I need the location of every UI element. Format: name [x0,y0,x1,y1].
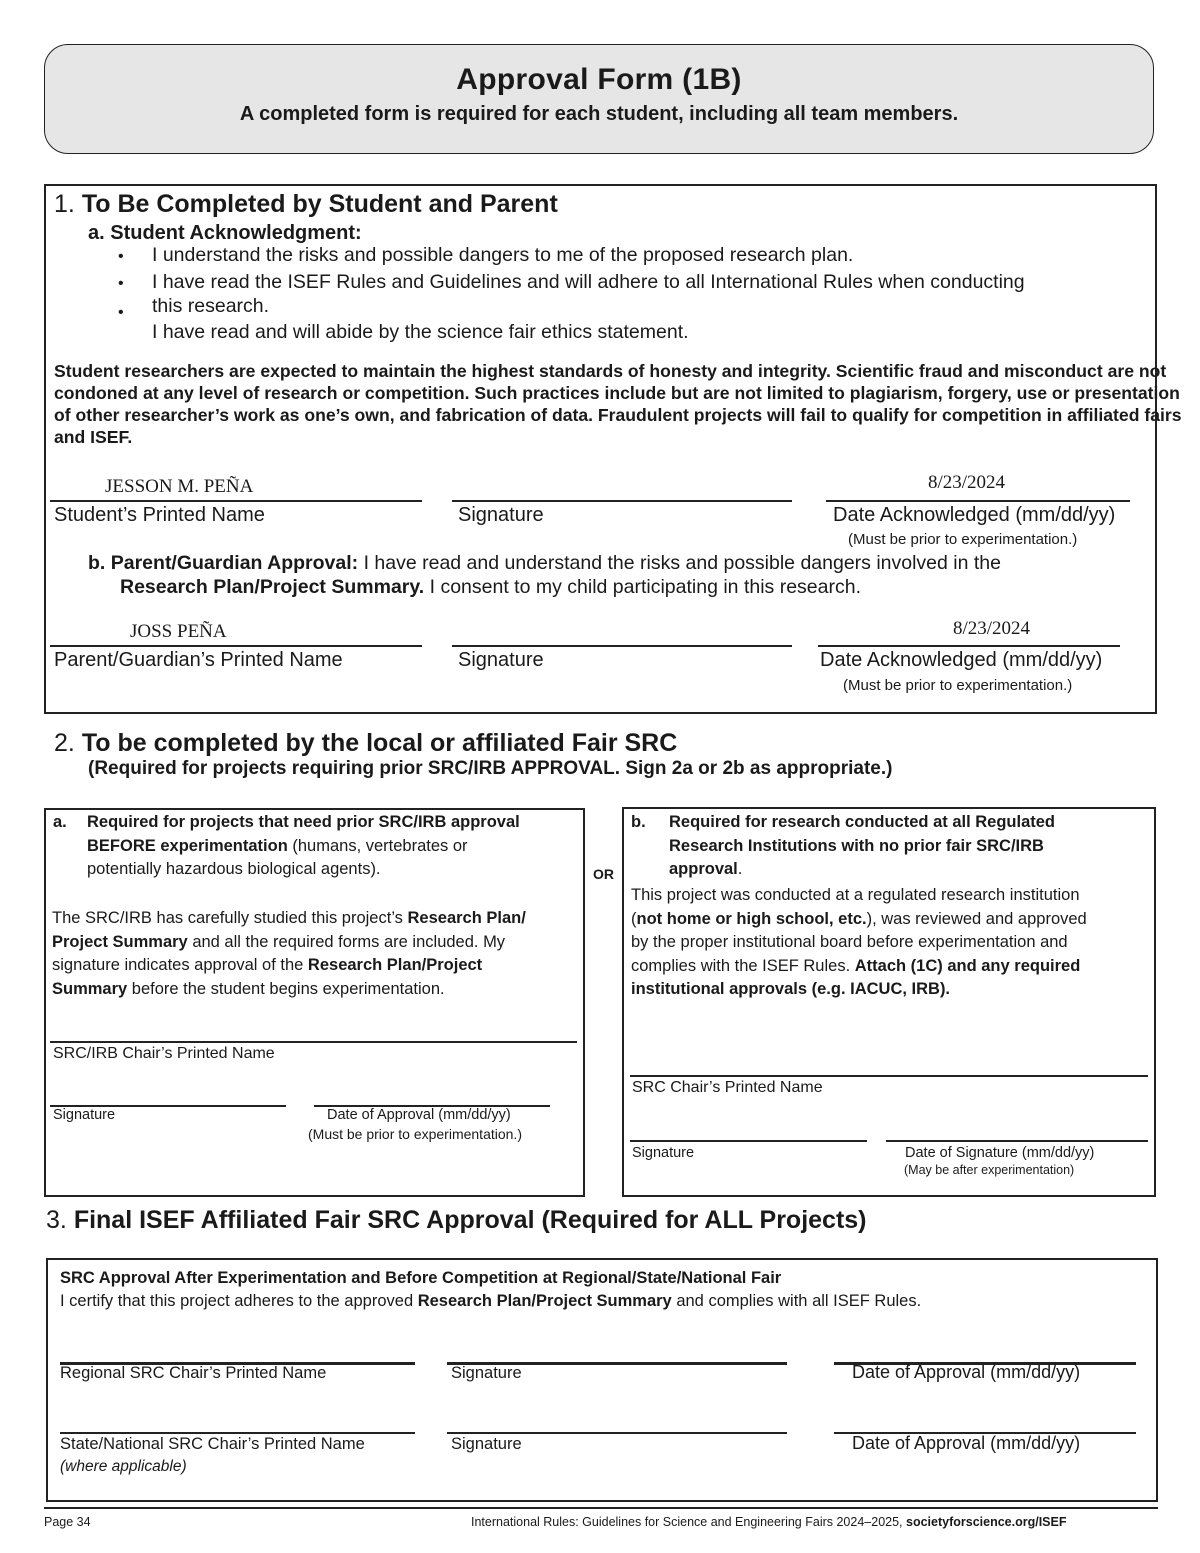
section-3-box-heading: SRC Approval After Experimentation and Before Competition at Regional/State/National Fair [60,1269,782,1287]
footer-source: International Rules: Guidelines for Science and Engineering Fairs 2024–2025, societyforscience.org/ISEF [471,1515,1067,1529]
parent-date-label: Date Acknowledged (mm/dd/yy) [820,649,1103,671]
section-2b-date-line [886,1140,1148,1142]
section-1-title: 1. To Be Completed by Student and Parent [54,190,558,218]
section-2a-date-note: (Must be prior to experimentation.) [308,1126,522,1142]
form-title: Approval Form (1B) [456,63,742,96]
parent-name-label: Parent/Guardian’s Printed Name [54,649,343,671]
state-signature-line [447,1432,787,1434]
section-2-subtitle: (Required for projects requiring prior SRC/IRB APPROVAL. Sign 2a or 2b as appropriate.) [88,758,893,779]
section-2b-signature-label: Signature [632,1145,695,1161]
integrity-statement: Student researchers are expected to maintain the highest standards of honesty and integrity. Scientific fraud and misconduct are not condoned at any level of research or competition. Such practices include but are not limited to plagiarism, forgery, use or presentation of other researcher’s work as one’s own, and fabrication of data. Fraudulent projects will fail to qualify for competition in affiliated fairs and ISEF. [54,361,1182,447]
bullet-text: this research. [152,295,270,317]
or-label: OR [593,866,614,882]
parent-date-line [818,645,1120,647]
parent-signature-label: Signature [458,649,544,671]
parent-name-value[interactable]: JOSS PEÑA [130,621,227,642]
state-name-line [60,1432,415,1434]
section-2b-chair-label: SRC Chair’s Printed Name [632,1079,823,1096]
bullet: • [118,304,124,321]
section-2a-signature-label: Signature [53,1107,116,1123]
state-date-label: Date of Approval (mm/dd/yy) [852,1433,1081,1453]
section-2b-letter: b. [631,813,646,831]
form-header [44,44,1154,154]
bullet: • [118,248,124,265]
student-signature-label: Signature [458,504,544,526]
bullet-text: I have read the ISEF Rules and Guidelines and will adhere to all International Rules when conducting [152,271,1025,293]
section-2b-date-label: Date of Signature (mm/dd/yy) [905,1145,1095,1161]
parent-signature-line [452,645,792,647]
student-name-line [50,500,422,502]
bullet-text: I understand the risks and possible dangers to me of the proposed research plan. [152,244,854,266]
student-date-note: (Must be prior to experimentation.) [848,531,1078,548]
section-2b-chair-line [630,1075,1148,1077]
regional-signature-label: Signature [451,1364,522,1382]
page-number: Page 34 [44,1515,91,1529]
regional-date-label: Date of Approval (mm/dd/yy) [852,1362,1081,1382]
section-2a-letter: a. [53,813,67,831]
section-2b-heading: Required for research conducted at all Regulated Research Institutions with no prior fair SRC/IRB approval. [669,813,1056,878]
parent-date-value[interactable]: 8/23/2024 [953,618,1031,639]
section-2b-text: This project was conducted at a regulated research institution (not home or high school, etc.), was reviewed and approved by the proper institutional board before experimentation and complies with the ISEF Rules. Attach (1C) and any required institutional approvals (e.g. IACUC, IRB). [631,886,1087,998]
section-2b-date-note: (May be after experimentation) [904,1163,1075,1177]
where-applicable-note: (where applicable) [60,1458,187,1475]
parent-date-note: (Must be prior to experimentation.) [843,677,1073,694]
footer-rule [44,1507,1158,1509]
student-date-line [826,500,1130,502]
section-2a-chair-label: SRC/IRB Chair’s Printed Name [53,1045,275,1062]
state-name-label: State/National SRC Chair’s Printed Name [60,1435,365,1453]
student-name-label: Student’s Printed Name [54,504,265,526]
state-signature-label: Signature [451,1435,522,1453]
student-date-label: Date Acknowledged (mm/dd/yy) [833,504,1116,526]
student-name-value[interactable]: JESSON M. PEÑA [105,476,254,497]
parent-name-line [50,645,422,647]
section-2a-chair-line [50,1041,577,1043]
section-3-certification: I certify that this project adheres to the approved Research Plan/Project Summary and complies with all ISEF Rules. [60,1292,922,1310]
footer-url[interactable]: societyforscience.org/ISEF [906,1515,1067,1529]
form-subtitle: A completed form is required for each student, including all team members. [239,103,959,125]
section-2a-date-label: Date of Approval (mm/dd/yy) [327,1107,511,1123]
section-2b-signature-line [630,1140,867,1142]
student-signature-line [452,500,792,502]
bullet-text: I have read and will abide by the science fair ethics statement. [152,321,689,343]
parent-approval-line2: Research Plan/Project Summary. I consent to my child participating in this research. [120,576,861,598]
regional-name-label: Regional SRC Chair’s Printed Name [60,1364,327,1382]
section-3-title: 3. Final ISEF Affiliated Fair SRC Approval (Required for ALL Projects) [46,1206,867,1234]
parent-approval-line1: b. Parent/Guardian Approval: I have read and understand the risks and possible dangers involved in the [88,552,1001,574]
bullet: • [118,275,124,292]
student-acknowledgment-heading: a. Student Acknowledgment: [88,222,362,244]
section-2a-text: The SRC/IRB has carefully studied this project’s Research Plan/ Project Summary and all the required forms are included. My signature indicates approval of the Research Plan/Project Summary before the student begins experimentation. [52,909,526,998]
section-2a-heading: Required for projects that need prior SRC/IRB approval BEFORE experimentation (humans, vertebrates or potentially hazardous biological agents). [87,813,520,878]
student-date-value[interactable]: 8/23/2024 [928,472,1006,493]
section-2-title: 2. To be completed by the local or affiliated Fair SRC [54,729,678,757]
